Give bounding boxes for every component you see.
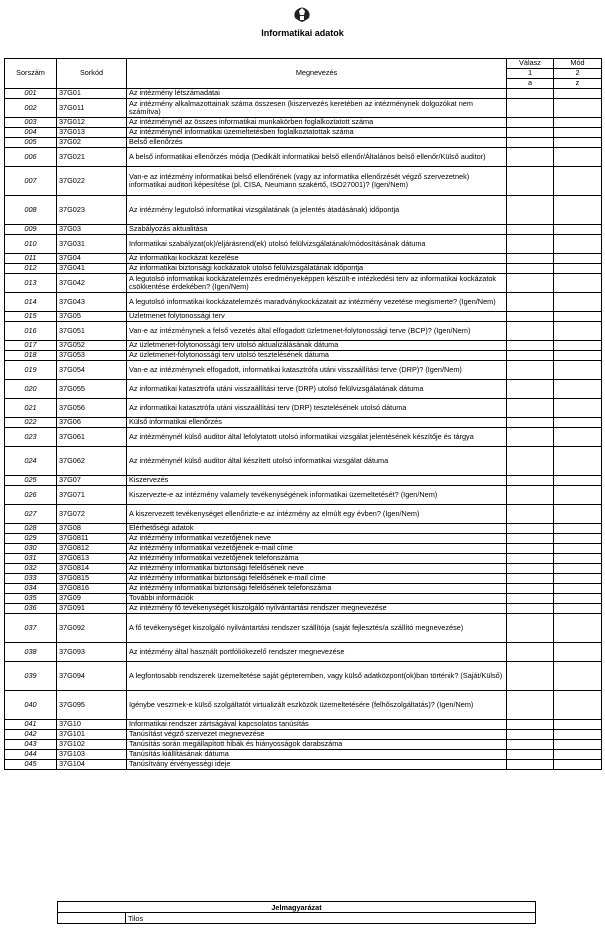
answer-cell[interactable] [507, 138, 554, 148]
mode-cell[interactable] [554, 341, 602, 351]
row-description: Van-e az intézmény informatikai belső ellenőrének (vagy az informatika ellenőrzését végző szervezetnek) informatikai auditori képesítése (pl. CISA, Neumann szakértő, ISO27001)? (Igen/Nem) [127, 167, 507, 196]
row-code: 37G0815 [57, 574, 127, 584]
row-description: Külső informatikai ellenőrzés [127, 418, 507, 428]
answer-cell[interactable] [507, 99, 554, 118]
mode-cell[interactable] [554, 167, 602, 196]
row-description: A legfontosabb rendszerek üzemeltetése saját gépteremben, vagy külső adatközpont(ok)ban történik? (Saját/Külső) [127, 662, 507, 691]
answer-cell[interactable] [507, 361, 554, 380]
row-number: 002 [5, 99, 57, 118]
table-row [5, 312, 602, 322]
row-number: 025 [5, 476, 57, 486]
row-description: A kiszervezett tevékenységet ellenőrizte-e az intézmény az elmúlt egy évben? (Igen/Nem) [127, 505, 507, 524]
table-row [5, 604, 602, 614]
mode-cell[interactable] [554, 730, 602, 740]
table-row [5, 428, 602, 447]
table-row [5, 148, 602, 167]
row-code: 37G031 [57, 235, 127, 254]
table-row [5, 89, 602, 99]
mode-cell[interactable] [554, 505, 602, 524]
table-row [5, 584, 602, 594]
row-description: Van-e az intézménynek a felső vezetés által elfogadott üzletmenet-folytonossági terve (BCP)? (Igen/Nem) [127, 322, 507, 341]
row-code: 37G021 [57, 148, 127, 167]
row-number: 032 [5, 564, 57, 574]
row-description: Van-e az intézménynek elfogadott, informatikai katasztrófa utáni visszaállítási terve (DRP)? (Igen/Nem) [127, 361, 507, 380]
answer-cell[interactable] [507, 428, 554, 447]
mode-cell[interactable] [554, 264, 602, 274]
row-code: 37G092 [57, 614, 127, 643]
row-code: 37G051 [57, 322, 127, 341]
row-number: 045 [5, 760, 57, 770]
mode-cell[interactable] [554, 322, 602, 341]
row-description: Az informatikai biztonsági kockázatok utolsó felülvizsgálatának időpontja [127, 264, 507, 274]
mode-cell[interactable] [554, 643, 602, 662]
row-description: Az informatikai katasztrófa utáni visszaállítási terv (DRP) tesztelésének utolsó dátuma [127, 399, 507, 418]
answer-cell[interactable] [507, 584, 554, 594]
mode-cell[interactable] [554, 225, 602, 235]
answer-cell[interactable] [507, 594, 554, 604]
column-header-sorszam: Sorszám [5, 59, 57, 89]
mode-cell[interactable] [554, 361, 602, 380]
mode-cell[interactable] [554, 254, 602, 264]
row-description: Az intézménynél az összes informatikai munkakörben foglalkoztatott száma [127, 118, 507, 128]
row-number: 010 [5, 235, 57, 254]
coat-of-arms-logo [291, 6, 313, 24]
row-number: 001 [5, 89, 57, 99]
mode-cell[interactable] [554, 554, 602, 564]
mode-cell[interactable] [554, 89, 602, 99]
table-row [5, 293, 602, 312]
row-description: Szabályozás aktualitása [127, 225, 507, 235]
answer-cell[interactable] [507, 691, 554, 720]
table-row [5, 399, 602, 418]
row-description: Tanúsítás kiállításának dátuma [127, 750, 507, 760]
answer-cell[interactable] [507, 524, 554, 534]
answer-cell[interactable] [507, 544, 554, 554]
mode-cell[interactable] [554, 564, 602, 574]
mode-cell[interactable] [554, 534, 602, 544]
answer-cell[interactable] [507, 225, 554, 235]
mode-cell[interactable] [554, 476, 602, 486]
answer-cell[interactable] [507, 322, 554, 341]
table-row [5, 361, 602, 380]
table-row [5, 691, 602, 720]
mode-cell[interactable] [554, 99, 602, 118]
row-description: Üzletmenet folytonossági terv [127, 312, 507, 322]
answer-cell[interactable] [507, 264, 554, 274]
row-number: 023 [5, 428, 57, 447]
table-row [5, 505, 602, 524]
row-number: 020 [5, 380, 57, 399]
mode-cell[interactable] [554, 691, 602, 720]
row-description: Igénybe veszrnek-e külső szolgáltatót virtualizált eszközök üzemeltetésére (felhőszolgáltatás)? (Igen/Nem) [127, 691, 507, 720]
table-row [5, 544, 602, 554]
row-code: 37G011 [57, 99, 127, 118]
answer-cell[interactable] [507, 167, 554, 196]
table-row [5, 554, 602, 564]
mode-cell[interactable] [554, 380, 602, 399]
answer-cell[interactable] [507, 274, 554, 293]
mode-cell[interactable] [554, 148, 602, 167]
table-row [5, 196, 602, 225]
table-row [5, 524, 602, 534]
row-number: 038 [5, 643, 57, 662]
row-description: A legutolsó informatikai kockázatelemzés eredményeképpen készült-e intézkedési terv az informatikai kockázatok csökkentése érdekében? (Igen/Nem) [127, 274, 507, 293]
row-description: Az intézménynél informatikai üzemeltetésben foglalkoztatottak száma [127, 128, 507, 138]
legend-item-label: Tilos [126, 913, 536, 924]
row-code: 37G0812 [57, 544, 127, 554]
table-row [5, 254, 602, 264]
row-description: Tanúsítás során megállapított hibák és hiányosságok darabszáma [127, 740, 507, 750]
table-row [5, 274, 602, 293]
row-number: 013 [5, 274, 57, 293]
row-code: 37G101 [57, 730, 127, 740]
answer-cell[interactable] [507, 196, 554, 225]
answer-cell[interactable] [507, 760, 554, 770]
answer-cell[interactable] [507, 730, 554, 740]
mode-cell[interactable] [554, 750, 602, 760]
row-number: 016 [5, 322, 57, 341]
row-code: 37G093 [57, 643, 127, 662]
row-number: 036 [5, 604, 57, 614]
row-description: Tanúsítást végző szervezet megnevezése [127, 730, 507, 740]
row-code: 37G103 [57, 750, 127, 760]
row-number: 029 [5, 534, 57, 544]
row-number: 041 [5, 720, 57, 730]
row-description: Az intézmény informatikai biztonsági felelősének e-mail címe [127, 574, 507, 584]
row-description: Az intézmény informatikai vezetőjének telefonszáma [127, 554, 507, 564]
table-row [5, 662, 602, 691]
row-code: 37G05 [57, 312, 127, 322]
mode-cell[interactable] [554, 574, 602, 584]
table-row [5, 564, 602, 574]
row-code: 37G08 [57, 524, 127, 534]
answer-cell[interactable] [507, 254, 554, 264]
mode-cell[interactable] [554, 293, 602, 312]
row-code: 37G0811 [57, 534, 127, 544]
row-number: 009 [5, 225, 57, 235]
table-row [5, 128, 602, 138]
table-row [5, 264, 602, 274]
row-code: 37G06 [57, 418, 127, 428]
row-number: 026 [5, 486, 57, 505]
answer-cell[interactable] [507, 312, 554, 322]
table-row [5, 750, 602, 760]
row-code: 37G0813 [57, 554, 127, 564]
table-row [5, 99, 602, 118]
answer-cell[interactable] [507, 554, 554, 564]
row-description: Tanúsítvány érvényességi ideje [127, 760, 507, 770]
answer-cell[interactable] [507, 118, 554, 128]
mode-cell[interactable] [554, 399, 602, 418]
row-number: 008 [5, 196, 57, 225]
row-number: 031 [5, 554, 57, 564]
answer-cell[interactable] [507, 235, 554, 254]
mode-cell[interactable] [554, 118, 602, 128]
row-description: Az intézmény létszámadatai [127, 89, 507, 99]
row-number: 035 [5, 594, 57, 604]
row-code: 37G042 [57, 274, 127, 293]
data-table [4, 58, 602, 770]
row-description: Elérhetőségi adatok [127, 524, 507, 534]
table-row [5, 720, 602, 730]
table-row [5, 476, 602, 486]
table-row [5, 138, 602, 148]
answer-cell[interactable] [507, 662, 554, 691]
row-description: Az intézmény informatikai biztonsági felelősének telefonszáma [127, 584, 507, 594]
row-code: 37G10 [57, 720, 127, 730]
table-row [5, 322, 602, 341]
row-description: Az intézmény informatikai biztonsági felelősének neve [127, 564, 507, 574]
row-code: 37G03 [57, 225, 127, 235]
row-description: Az intézménynél külső auditor által lefolytatott utolsó informatikai vizsgálat jelentésének készítője és tárgya [127, 428, 507, 447]
row-description: A fő tevékenységet kiszolgáló nyilvántartási rendszer szállítója (saját fejlesztés/a szállító megnevezése) [127, 614, 507, 643]
mode-cell[interactable] [554, 128, 602, 138]
row-description: Az intézmény alkalmazottainak száma összesen (kiszervezés keretében az intézménynek dolgozókat nem számítva) [127, 99, 507, 118]
table-row [5, 740, 602, 750]
row-code: 37G053 [57, 351, 127, 361]
mode-cell[interactable] [554, 447, 602, 476]
row-number: 037 [5, 614, 57, 643]
row-code: 37G102 [57, 740, 127, 750]
row-description: Az intézmény fő tevékenységét kiszolgáló nyilvántartási rendszer megnevezése [127, 604, 507, 614]
answer-cell[interactable] [507, 740, 554, 750]
row-description: Informatikai rendszer zártságával kapcsolatos tanúsítás [127, 720, 507, 730]
table-row [5, 167, 602, 196]
row-number: 005 [5, 138, 57, 148]
row-description: Informatikai szabályzat(ok)/eljárásrend(ek) utolsó felülvizsgálatának/módosításának dátuma [127, 235, 507, 254]
legend-table [57, 901, 536, 924]
table-row [5, 341, 602, 351]
mode-cell[interactable] [554, 740, 602, 750]
row-code: 37G022 [57, 167, 127, 196]
column-header-megnevezes: Megnevezés [127, 59, 507, 89]
row-code: 37G062 [57, 447, 127, 476]
row-number: 040 [5, 691, 57, 720]
answer-cell[interactable] [507, 604, 554, 614]
row-code: 37G104 [57, 760, 127, 770]
mode-cell[interactable] [554, 486, 602, 505]
answer-cell[interactable] [507, 148, 554, 167]
row-number: 017 [5, 341, 57, 351]
row-code: 37G0814 [57, 564, 127, 574]
row-number: 019 [5, 361, 57, 380]
row-code: 37G095 [57, 691, 127, 720]
column-letter-mod: z [554, 79, 602, 89]
answer-cell[interactable] [507, 486, 554, 505]
table-row [5, 447, 602, 476]
column-header-sorkod: Sorkód [57, 59, 127, 89]
column-number-valasz: 1 [507, 69, 554, 79]
mode-cell[interactable] [554, 544, 602, 554]
mode-cell[interactable] [554, 594, 602, 604]
row-number: 028 [5, 524, 57, 534]
row-description: A legutolsó informatikai kockázatelemzés maradványkockázatait az intézmény vezetése megismerte? (Igen/Nem) [127, 293, 507, 312]
answer-cell[interactable] [507, 505, 554, 524]
row-number: 011 [5, 254, 57, 264]
table-row [5, 643, 602, 662]
row-code: 37G061 [57, 428, 127, 447]
row-number: 007 [5, 167, 57, 196]
row-description: Kiszervezés [127, 476, 507, 486]
table-row [5, 380, 602, 399]
mode-cell[interactable] [554, 196, 602, 225]
row-number: 004 [5, 128, 57, 138]
mode-cell[interactable] [554, 351, 602, 361]
row-code: 37G041 [57, 264, 127, 274]
row-number: 034 [5, 584, 57, 594]
row-number: 042 [5, 730, 57, 740]
table-row [5, 760, 602, 770]
answer-cell[interactable] [507, 89, 554, 99]
mode-cell[interactable] [554, 524, 602, 534]
mode-cell[interactable] [554, 584, 602, 594]
answer-cell[interactable] [507, 534, 554, 544]
answer-cell[interactable] [507, 128, 554, 138]
row-code: 37G056 [57, 399, 127, 418]
row-number: 039 [5, 662, 57, 691]
mode-cell[interactable] [554, 720, 602, 730]
row-number: 030 [5, 544, 57, 554]
row-code: 37G012 [57, 118, 127, 128]
row-code: 37G013 [57, 128, 127, 138]
row-description: Az informatikai katasztrófa utáni visszaállítási terve (DRP) utolsó felülvizsgálatának dátuma [127, 380, 507, 399]
mode-cell[interactable] [554, 604, 602, 614]
row-code: 37G052 [57, 341, 127, 351]
row-number: 003 [5, 118, 57, 128]
mode-cell[interactable] [554, 274, 602, 293]
column-header-valasz: Válasz [507, 59, 554, 69]
table-row [5, 225, 602, 235]
row-description: Az intézménynél külső auditor által készített utolsó informatikai vizsgálat dátuma [127, 447, 507, 476]
row-description: Az üzletmenet-folytonossági terv utolsó aktualizálásának dátuma [127, 341, 507, 351]
row-code: 37G0816 [57, 584, 127, 594]
table-row [5, 534, 602, 544]
answer-cell[interactable] [507, 418, 554, 428]
row-code: 37G02 [57, 138, 127, 148]
row-description: Az intézmény legutolsó informatikai vizsgálatának (a jelentés átadásának) időpontja [127, 196, 507, 225]
answer-cell[interactable] [507, 476, 554, 486]
row-number: 022 [5, 418, 57, 428]
row-code: 37G071 [57, 486, 127, 505]
answer-cell[interactable] [507, 574, 554, 584]
row-code: 37G07 [57, 476, 127, 486]
table-row [5, 574, 602, 584]
row-description: Az intézmény informatikai vezetőjének e-mail címe [127, 544, 507, 554]
row-code: 37G023 [57, 196, 127, 225]
row-description: További információk [127, 594, 507, 604]
row-number: 021 [5, 399, 57, 418]
row-code: 37G04 [57, 254, 127, 264]
row-number: 027 [5, 505, 57, 524]
legend-swatch [58, 913, 126, 924]
mode-cell[interactable] [554, 418, 602, 428]
row-number: 015 [5, 312, 57, 322]
column-letter-valasz: a [507, 79, 554, 89]
answer-cell[interactable] [507, 399, 554, 418]
row-code: 37G01 [57, 89, 127, 99]
row-description: Az intézmény informatikai vezetőjének neve [127, 534, 507, 544]
answer-cell[interactable] [507, 614, 554, 643]
row-description: A belső informatikai ellenőrzés módja (Dedikált informatikai belső ellenőr/Általános belső ellenőr/Külső auditor) [127, 148, 507, 167]
row-number: 006 [5, 148, 57, 167]
answer-cell[interactable] [507, 380, 554, 399]
row-code: 37G091 [57, 604, 127, 614]
table-row [5, 418, 602, 428]
row-description: Belső ellenőrzés [127, 138, 507, 148]
mode-cell[interactable] [554, 235, 602, 254]
table-row [5, 235, 602, 254]
row-description: Kiszervezte-e az intézmény valamely tevékenységének informatikai üzemeltetését? (Igen/Nem) [127, 486, 507, 505]
row-number: 043 [5, 740, 57, 750]
row-description: Az intézmény által használt portfóliókezelő rendszer megnevezése [127, 643, 507, 662]
table-row [5, 486, 602, 505]
column-header-mod: Mód [554, 59, 602, 69]
table-row [5, 594, 602, 604]
page-title: Informatikai adatok [261, 28, 344, 38]
answer-cell[interactable] [507, 447, 554, 476]
column-number-mod: 2 [554, 69, 602, 79]
mode-cell[interactable] [554, 760, 602, 770]
row-description: Az üzletmenet-folytonossági terv utolsó tesztelésének dátuma [127, 351, 507, 361]
table-row [5, 351, 602, 361]
row-code: 37G09 [57, 594, 127, 604]
answer-cell[interactable] [507, 720, 554, 730]
answer-cell[interactable] [507, 351, 554, 361]
row-number: 044 [5, 750, 57, 760]
mode-cell[interactable] [554, 138, 602, 148]
row-number: 033 [5, 574, 57, 584]
mode-cell[interactable] [554, 312, 602, 322]
row-code: 37G094 [57, 662, 127, 691]
row-code: 37G055 [57, 380, 127, 399]
answer-cell[interactable] [507, 750, 554, 760]
row-number: 012 [5, 264, 57, 274]
mode-cell[interactable] [554, 614, 602, 643]
row-code: 37G072 [57, 505, 127, 524]
table-row [5, 730, 602, 740]
row-number: 014 [5, 293, 57, 312]
answer-cell[interactable] [507, 643, 554, 662]
row-code: 37G043 [57, 293, 127, 312]
row-code: 37G054 [57, 361, 127, 380]
mode-cell[interactable] [554, 428, 602, 447]
table-row [5, 614, 602, 643]
row-number: 018 [5, 351, 57, 361]
answer-cell[interactable] [507, 564, 554, 574]
answer-cell[interactable] [507, 341, 554, 351]
mode-cell[interactable] [554, 662, 602, 691]
row-number: 024 [5, 447, 57, 476]
legend-title: Jelmagyarázat [58, 902, 536, 913]
answer-cell[interactable] [507, 293, 554, 312]
row-description: Az informatikai kockázat kezelése [127, 254, 507, 264]
table-row [5, 118, 602, 128]
